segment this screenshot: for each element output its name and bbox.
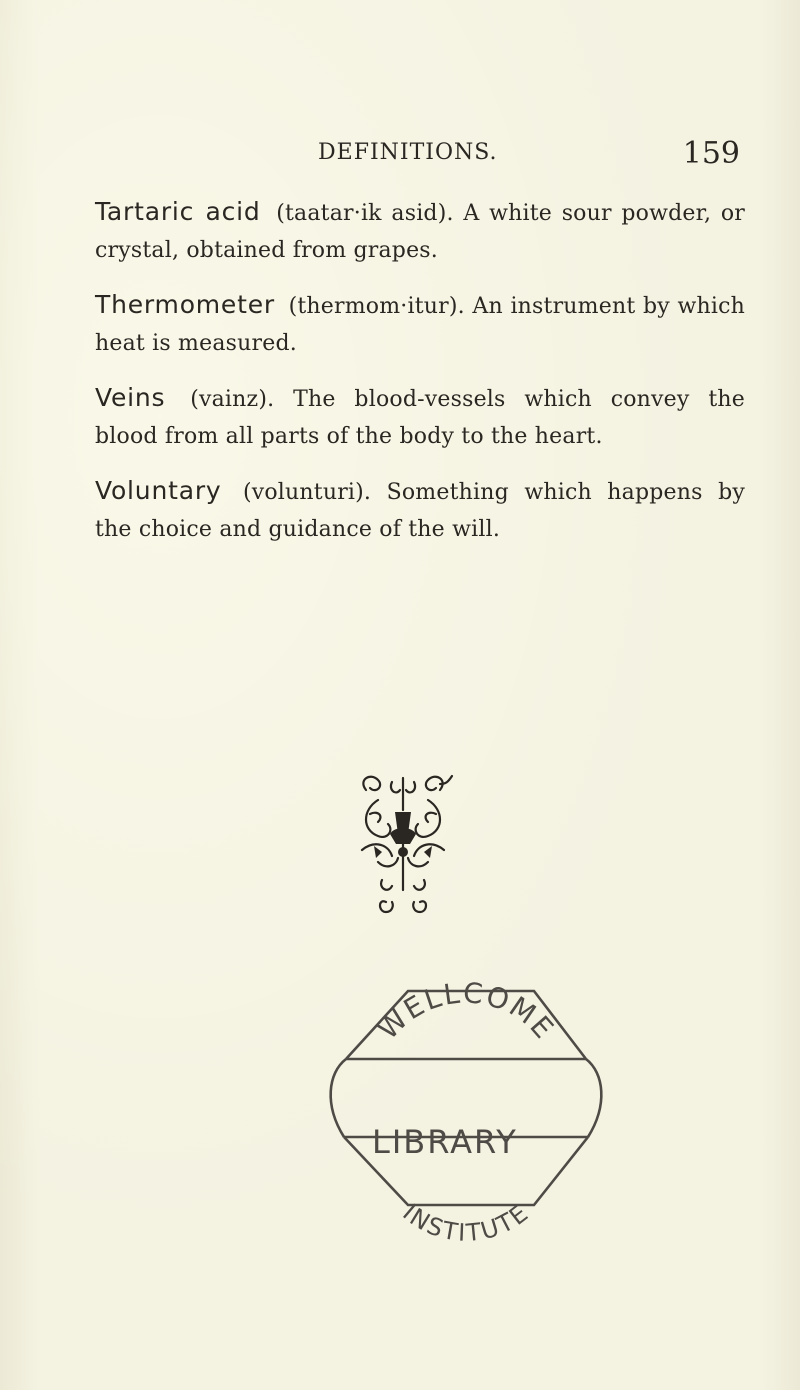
headword: Thermometer [95, 290, 275, 319]
stamp-label: LIBRARY [372, 1123, 518, 1161]
definition-text: (thermom·itur). An instrument by which heat is measured. [95, 294, 745, 356]
definition-text: (taatar·ik asid). A white sour powder, or crystal, obtained from grapes. [95, 201, 745, 263]
stamp-top-text: WELLCOME [371, 976, 562, 1047]
definition-text: (volunturi). Something which happens by the choice and guidance of the will. [95, 480, 745, 542]
definition-text: (vainz). The blood-vessels which convey the blood from all parts of the body to the heart. [95, 387, 745, 449]
page-number: 159 [682, 136, 740, 171]
definition-entry [95, 379, 745, 455]
running-head [95, 136, 740, 174]
stamp-bottom-text: INSTITUTE [397, 1198, 535, 1248]
definition-entry [95, 193, 745, 269]
ornament-icon [348, 770, 458, 920]
library-stamp [316, 955, 616, 1255]
headword: Tartaric acid [95, 197, 261, 226]
headword: Veins [95, 383, 166, 412]
definition-entry [95, 472, 745, 548]
svg-text:WELLCOME [371, 976, 561, 1046]
definition-list [95, 193, 745, 565]
headword: Voluntary [95, 476, 222, 505]
running-title: DEFINITIONS. [318, 140, 498, 165]
definition-entry [95, 286, 745, 362]
